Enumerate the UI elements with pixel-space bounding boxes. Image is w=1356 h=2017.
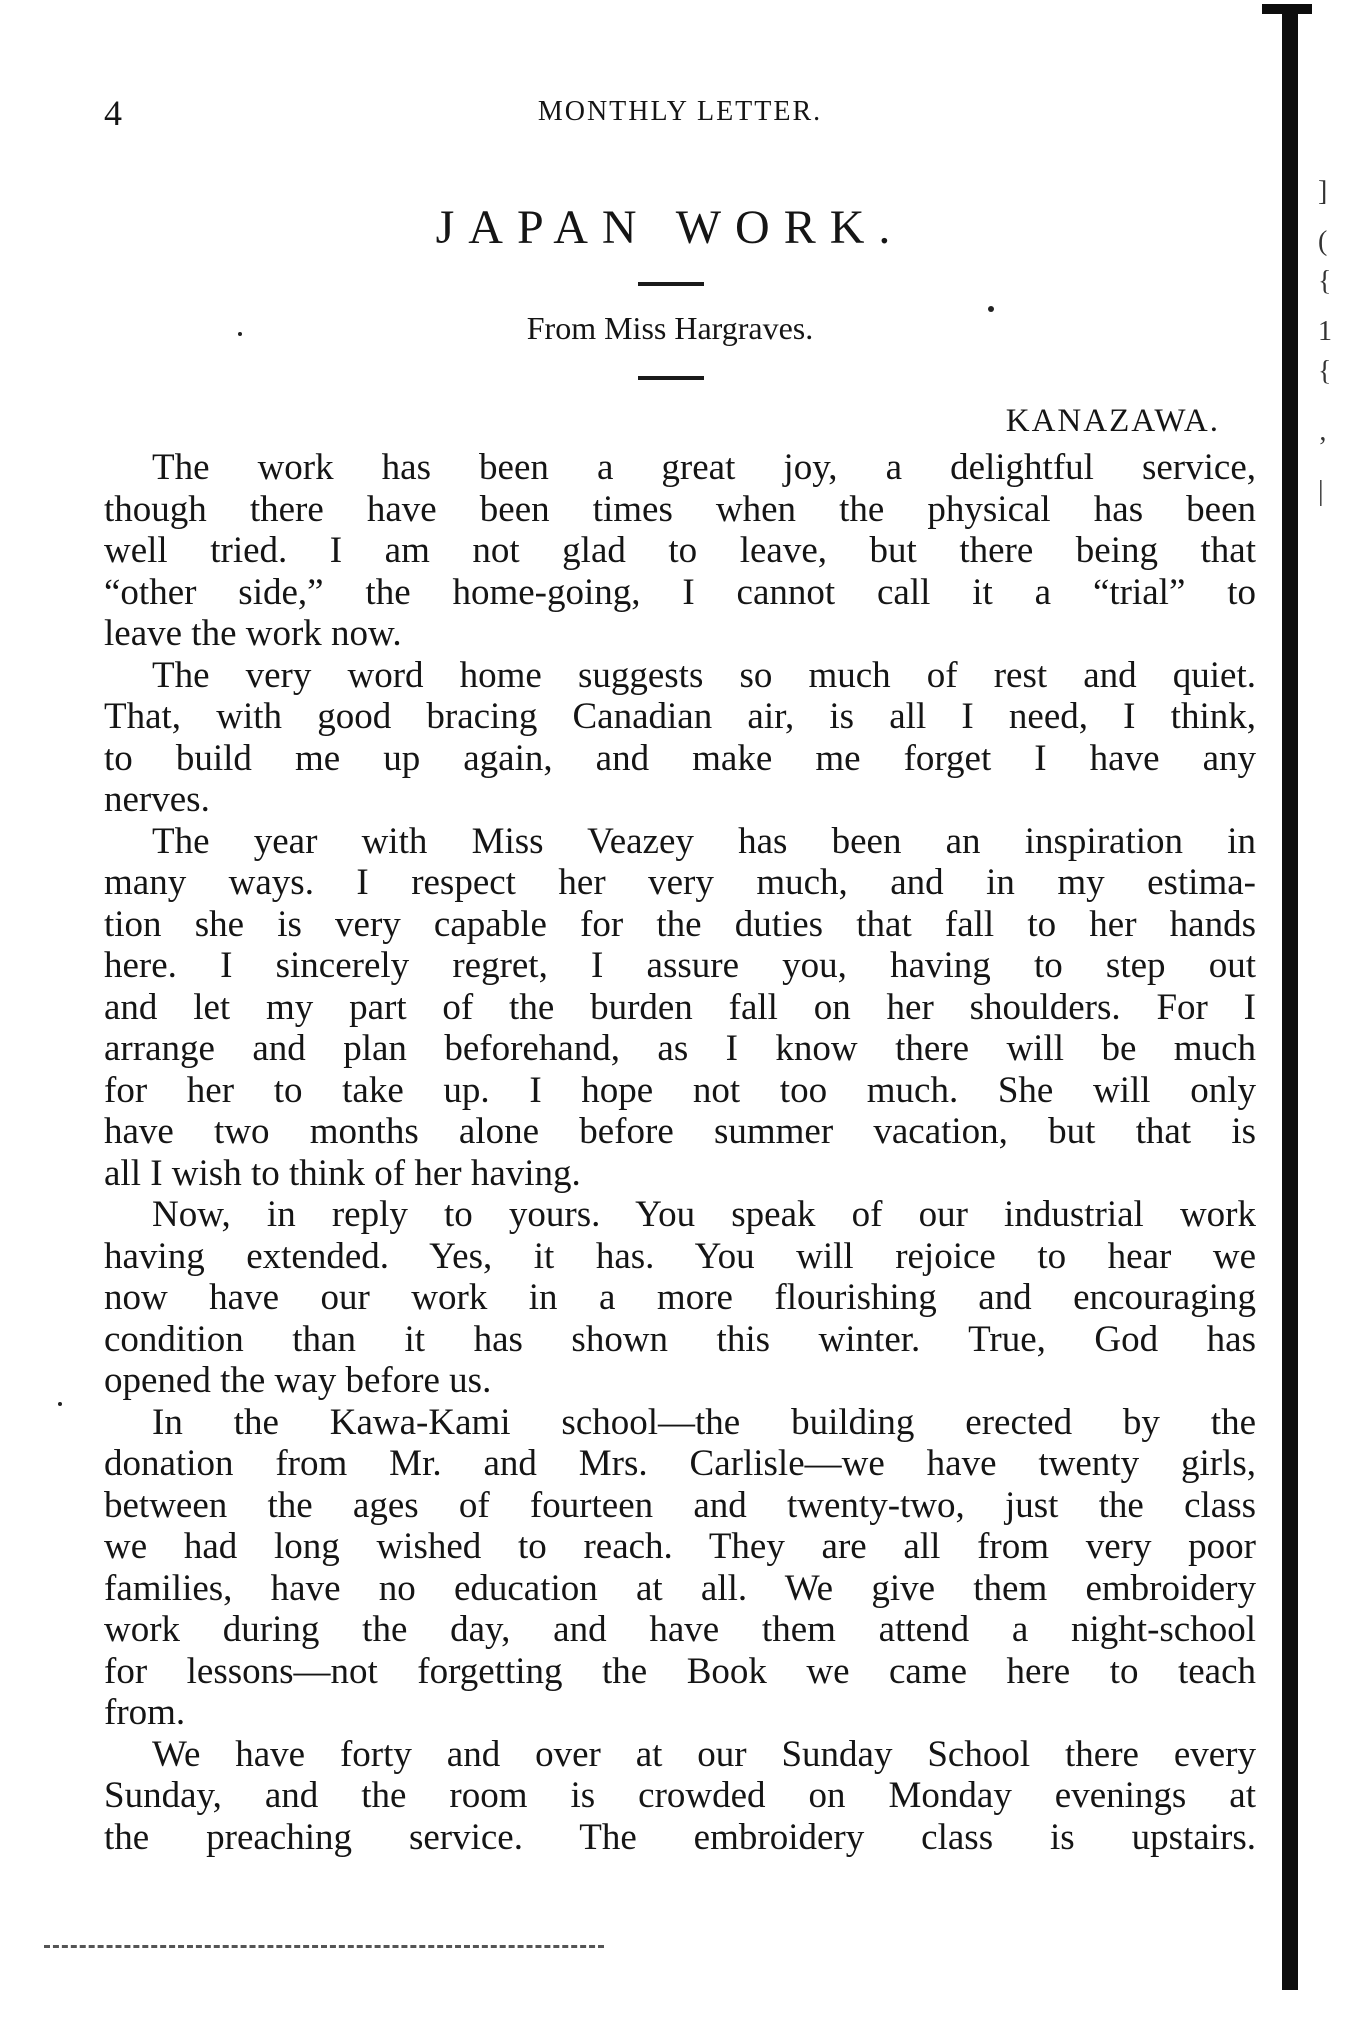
body-line: though there have been times when the physical has been [104, 488, 1256, 530]
body-line: opened the way before us. [104, 1360, 492, 1401]
binding-edge-cap [1262, 4, 1312, 14]
margin-mark: { [1318, 356, 1332, 387]
body-line: to build me up again, and make me forget I have any [104, 737, 1256, 779]
body-line: here. I sincerely regret, I assure you, having to step out [104, 945, 1256, 986]
margin-mark: ] [1318, 176, 1328, 207]
dateline-place: KANAZAWA. [1005, 403, 1220, 439]
body-line: have two months alone before summer vacation, but that is [104, 1111, 1256, 1152]
ink-speck [58, 1402, 62, 1406]
page-number: 4 [104, 93, 122, 133]
body-line: for her to take up. I hope not too much. She will only [104, 1069, 1256, 1111]
article-byline: From Miss Hargraves. [526, 310, 814, 346]
byline-rule [638, 376, 704, 380]
body-line: arrange and plan beforehand, as I know there will be much [104, 1028, 1256, 1069]
ink-speck [238, 332, 242, 336]
body-line: having extended. Yes, it has. You will rejoice to hear we [104, 1235, 1256, 1277]
body-line: now have our work in a more flourishing and encouraging [104, 1277, 1256, 1318]
margin-mark: { [1318, 266, 1332, 297]
body-line: tion she is very capable for the duties that fall to her hands [104, 903, 1256, 945]
article-body [104, 447, 1256, 1858]
body-line: leave the work now. [104, 613, 402, 654]
body-line: many ways. I respect her very much, and in my estima- [104, 862, 1256, 903]
body-line: “other side,” the home-going, I cannot call it a “trial” to [104, 571, 1256, 613]
body-line: families, have no education at all. We give them embroidery [104, 1567, 1256, 1609]
body-line: We have forty and over at our Sunday School there every [152, 1733, 1256, 1775]
body-line: we had long wished to reach. They are all from very poor [104, 1526, 1256, 1567]
body-line: That, with good bracing Canadian air, is all I need, I think, [104, 696, 1256, 737]
body-line: the preaching service. The embroidery class is upstairs. [104, 1816, 1256, 1858]
body-line: In the Kawa-Kami school—the building erected by the [152, 1401, 1256, 1443]
body-line: well tried. I am not glad to leave, but there being that [104, 530, 1256, 571]
margin-mark: 1 [1318, 316, 1332, 347]
title-rule [638, 282, 704, 286]
body-line: Now, in reply to yours. You speak of our industrial work [152, 1194, 1256, 1235]
margin-mark: | [1318, 476, 1324, 507]
binding-edge-bar [1282, 14, 1298, 1990]
running-title: MONTHLY LETTER. [537, 96, 823, 127]
ink-speck [988, 306, 994, 312]
margin-mark: ’ [1318, 432, 1328, 463]
body-line: donation from Mr. and Mrs. Carlisle—we have twenty girls, [104, 1443, 1256, 1484]
page-bottom-rule [44, 1945, 604, 1948]
body-line: all I wish to think of her having. [104, 1152, 581, 1194]
body-line: condition than it has shown this winter. True, God has [104, 1318, 1256, 1360]
body-line: nerves. [104, 779, 210, 820]
body-line: between the ages of fourteen and twenty-two, just the class [104, 1484, 1256, 1526]
body-line: The work has been a great joy, a delightful service, [152, 447, 1256, 488]
body-line: The very word home suggests so much of rest and quiet. [152, 654, 1256, 696]
body-line: work during the day, and have them attend a night-school [104, 1609, 1256, 1650]
body-line: The year with Miss Veazey has been an inspiration in [152, 820, 1256, 862]
margin-mark: ( [1318, 226, 1328, 257]
article-title: JAPAN WORK. [435, 201, 905, 254]
body-line: Sunday, and the room is crowded on Monday evenings at [104, 1775, 1256, 1816]
body-line: for lessons—not forgetting the Book we came here to teach [104, 1650, 1256, 1692]
body-line: and let my part of the burden fall on her shoulders. For I [104, 986, 1256, 1028]
body-line: from. [104, 1692, 186, 1733]
